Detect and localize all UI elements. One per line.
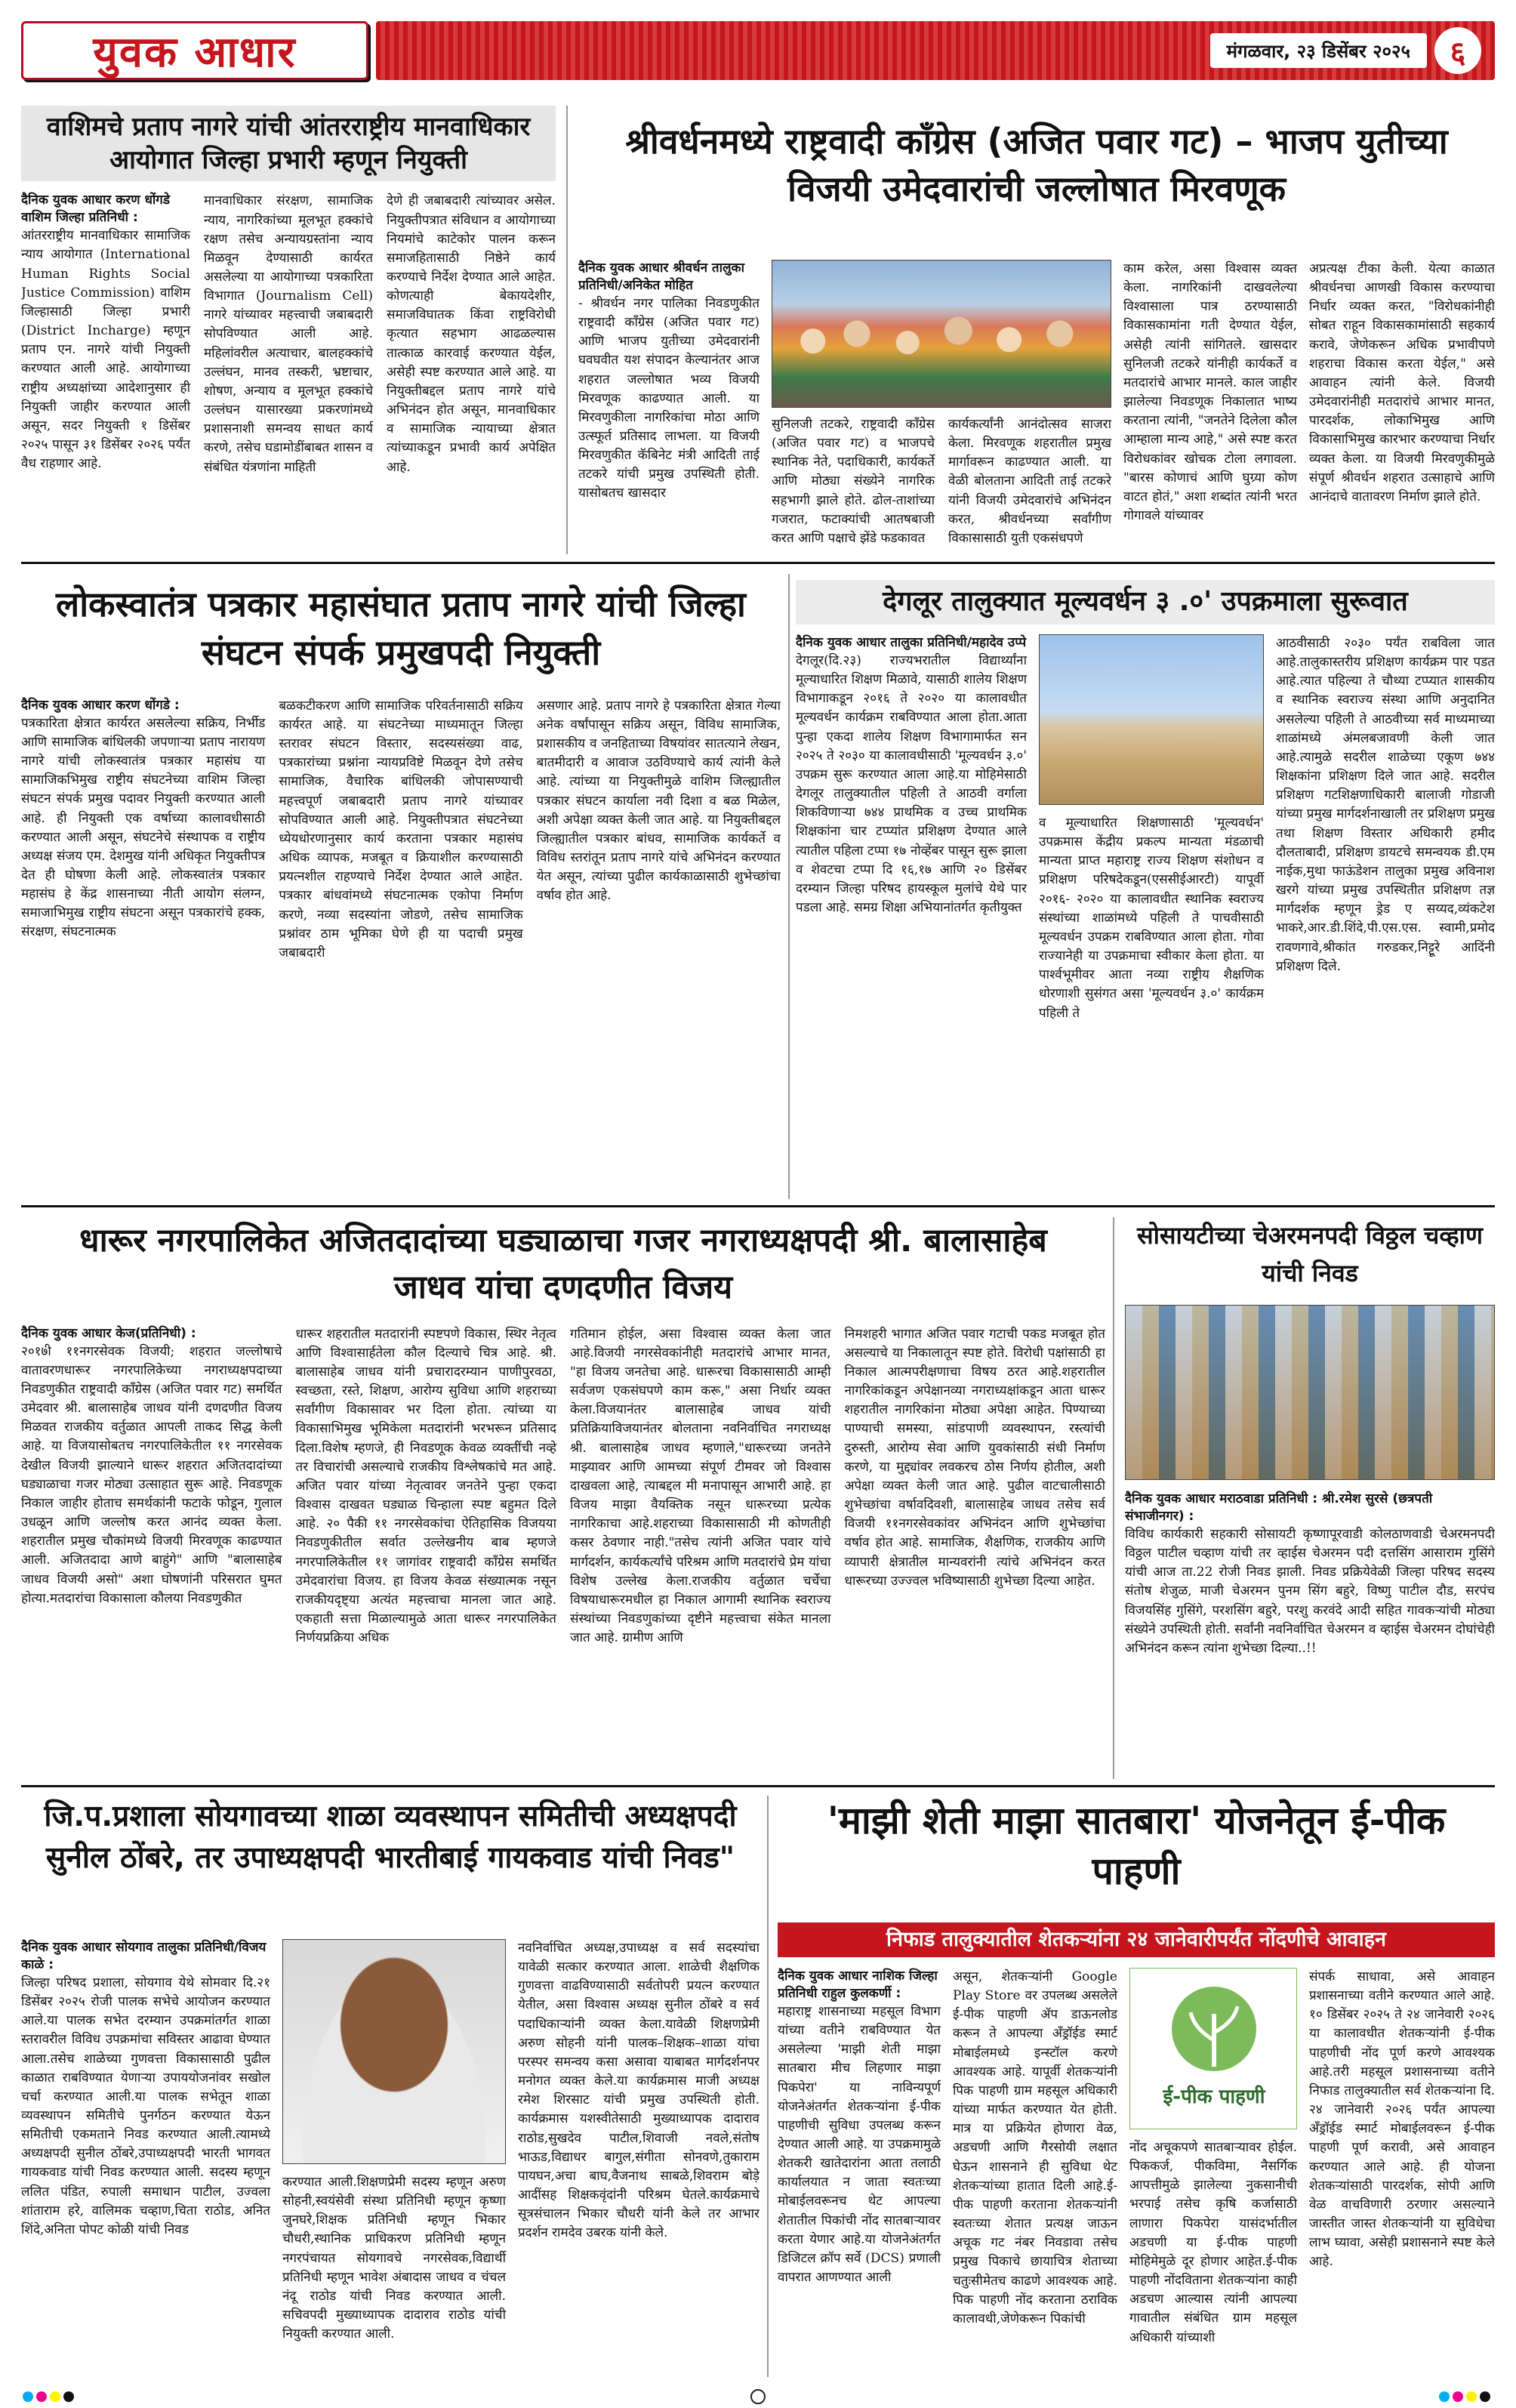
color-dots-left <box>23 2391 77 2405</box>
article-body: गतिमान होईल, असा विश्वास व्यक्त केला जात आहे.विजयी नगरसेवकांनीही मतदारांचे आभार मानत, "हा विजय जनतेचा आहे. धारूरचा विकासासाठी आम्ही सर्वजण एकसंघपणे काम करू," असा निर्धार व्यक्त केला.विजयानंतर बालासाहेब जाधव यांची प्रतिक्रियाविजयानंतर बोलताना नवनिर्वाचित नगराध्यक्ष श्री. बालासाहेब जाधव म्हणाले,"धारूरच्या जनतेने माझ्यावर आणि आमच्या संपूर्ण टीमवर जो विश्वास दाखवला आहे, त्याबद्दल मी मनापासून आभारी आहे. हा विजय माझा वैयक्तिक नसून धारूरच्या प्रत्येक नागरिकाचा आहे.शहराच्या विकासासाठी मी कोणतीही कसर ठेवणार नाही."तसेच त्यांनी अजित पवार यांचे मार्गदर्शन, कार्यकर्त्यांचे परिश्रम आणि मतदारांचे प्रेम यांचा विशेष उल्लेख केला.राजकीय वर्तुळात चर्चेचा विषयाधारूरमधील हा निकाल आगामी स्थानिक स्वराज्य संस्थांच्या निवडणुकांच्या दृष्टीने महत्त्वाचा संकेत मानला जात आहे. ग्रामीण आणि <box>570 1326 831 1646</box>
article-body: काम करेल, असा विश्वास व्यक्त केला. नागरिकांनी दाखवलेल्या विश्वासाला पात्र ठरण्यासाठी विकासकामांना गती देण्यात येईल, असेही त्यांनी सांगितले. खासदार सुनिलजी तटकरे यांनीही कार्यकर्ते व मतदारांचे आभार मानले. काल जाहीर झालेल्या निवडणूक निकालात भाष्य करताना त्यांनी, "जनतेने दिलेला कौल आम्हाला मान्य आहे," असे स्पष्ट करत विरोधकांवर खोचक टोला लगावला. "बारस कोणाचं आणि घुग्र्या कोण वाटत होतं," अशा शब्दांत त्यांनी भरत गोगावले यांच्यावर <box>1123 261 1297 524</box>
article-body: कार्यकर्त्यांनी आनंदोत्सव साजरा केला. मिरवणूक शहरातील प्रमुख मार्गावरून काढण्यात आली. या वेळी बोलताना आदिती ताई तटकरे यांनी विजयी उमेदवारांचे अभिनंदन करत, श्रीवर्धनच्या सर्वांगीण विकासासाठी युती एकसंधपणे <box>948 417 1111 546</box>
color-dots-right <box>1439 2391 1493 2405</box>
article-body: असून, शेतकऱ्यांनी Google Play Store वर उपलब्ध असलेले ई-पीक पाहणी ॲप डाऊनलोड करून ते आपल्या अँड्रॉईड स्मार्ट मोबाईलमध्ये इन्स्टॉल करणे आवश्यक आहे. यापूर्वी शेतकऱ्यांनी पिक पाहणी ग्राम महसूल अधिकारी यांच्या मार्फत करण्यात येत होती. मात्र या प्रक्रियेत होणारा वेळ, अडचणी आणि गैरसोयी लक्षात घेऊन शासनाने ही सुविधा थेट शेतकऱ्यांच्या हातात दिली आहे.ई-पीक पाहणी करताना शेतकऱ्यांनी स्वतःच्या शेतात प्रत्यक्ष जाऊन अचूक गट नंबर निवडावा तसेच प्रमुख पिकाचे छायाचित्र शेताच्या चतुःसीमेतच काढणे आवश्यक आहे. पिक पाहणी नोंद करताना ठराविक कालावधी,जेणेकरून पिकांची <box>953 1969 1117 2326</box>
article-body: संपर्क साधावा, असे आवाहन प्रशासनाच्या वतीने करण्यात आले आहे. १० डिसेंबर २०२५ ते २४ जानेवारी २०२६ या कालावधीत शेतकऱ्यांनी ई-पीक पाहणीची नोंद पूर्ण करणे आवश्यक आहे.तरी महसूल प्रशासनाच्या वतीने निफाड तालुक्यातील सर्व शेतकऱ्यांना दि. २४ जानेवारी २०२६ पर्यंत आपल्या अँड्रॉईड स्मार्ट मोबाईलवरून ई-पीक पाहणी पूर्ण करावी, असे आवाहन करण्यात आले आहे. ही योजना शेतकऱ्यांसाठी पारदर्शक, सोपी आणि वेळ वाचविणारी ठरणार असल्याने जास्तीत जास्त शेतकऱ्यांनी या सुविधेचा लाभ घ्यावा, असेही प्रशासनाने स्पष्ट केले आहे. <box>1309 1969 1495 2270</box>
article-body: नोंद अचूकपणे सातबाऱ्यावर होईल. पिककर्ज, पीकविमा, नैसर्गिक आपत्तीमुळे झालेल्या नुकसानीची भरपाई तसेच कृषि कर्जासाठी लाणारा पिकपेरा यासंदर्भातील अडचणी या ई-पीक पाहणी मोहिमेमुळे दूर होणार आहेत.ई-पीक पाहणी नोंदविताना शेतकऱ्यांना काही अडचण आल्यास त्यांनी आपल्या गावातील संबंधित ग्राम महसूल अधिकारी यांच्याशी <box>1129 2140 1297 2345</box>
page-number: ६ <box>1434 27 1481 74</box>
article-body: आंतरराष्ट्रीय मानवाधिकार सामाजिक न्याय आयोगात (International Human Rights Social Justice Commission) वाशिम जिल्हासाठी जिल्हा प्रभारी (District Incharge) म्हणून प्रताप एन. नागरे यांची नियुक्ती करण्यात आली आहे. आयोगाच्या राष्ट्रीय अध्यक्षांच्या आदेशानुसार ही नियुक्ती जाहीर करण्यात आली असून, सदर नियुक्ती १ डिसेंबर २०२५ पासून ३१ डिसेंबर २०२६ पर्यंत वैध राहणार आहे. <box>21 228 190 472</box>
section-divider <box>21 1785 1495 1787</box>
masthead <box>21 21 1495 80</box>
article-headline: देगलूर तालुक्यात मूल्यवर्धन ३ .०' उपक्रमाला सुरूवात <box>796 580 1495 624</box>
byline: दैनिक युवक आधार मराठवाडा प्रतिनिधी : श्री.रमेश सुरसे (छत्रपती संभाजीनगर) : <box>1125 1491 1433 1524</box>
newspaper-logo: युवक आधार <box>21 21 368 80</box>
article-body: धारूर शहरातील मतदारांनी स्पष्टपणे विकास, स्थिर नेतृत्व आणि विश्वासार्हतेला कौल दिल्याचे चित्र आहे. श्री. बालासाहेब जाधव यांनी प्रचारादरम्यान पाणीपुरवठा, स्वच्छता, रस्ते, शिक्षण, आरोग्य सुविधा आणि शहराच्या सर्वांगीण विकासावर भर दिला होता. त्यांच्या या विकासाभिमुख भूमिकेला मतदारांनी भरभरून प्रतिसाद दिला.विशेष म्हणजे, ही निवडणूक केवळ व्यक्तींची नव्हे तर विचारांची असल्याचे राजकीय विश्लेषकांचे मत आहे. अजित पवार यांच्या नेतृत्वावर जनतेने पुन्हा एकदा विश्वास दाखवत घड्याळ चिन्हाला स्पष्ट बहुमत दिले आहे. २० पैकी ११ नगरसेवकांचा ऐतिहासिक विजयया निवडणुकीतील सर्वात उल्लेखनीय बाब म्हणजे नगरपालिकेतील ११ जागांवर राष्ट्रवादी काँग्रेस समर्थित उमेदवारांचा विजय. हा विजय केवळ संख्यात्मक नसून राजकीयदृष्ट्या अत्यंत महत्त्वाचा मानला जात आहे. एकहाती सत्ता मिळाल्यामुळे आता धारूर नगरपालिकेत निर्णयप्रक्रिया अधिक <box>295 1326 556 1646</box>
byline: दैनिक युवक आधार करण धोंगडे वाशिम जिल्हा प्रतिनिधी : <box>21 193 170 226</box>
column-divider <box>1113 1217 1114 1779</box>
article-body: सुनिलजी तटकरे, राष्ट्रवादी काँग्रेस (अजित पवार गट) व भाजपचे स्थानिक नेते, पदाधिकारी, कार्यकर्ते आणि मोठ्या संख्येने नागरिक सहभागी झाले होते. ढोल-ताशांच्या गजरात, फटाक्यांची आतषबाजी करत आणि पक्षाचे झेंडे फडकावत <box>772 417 935 546</box>
training-photo <box>1039 634 1264 805</box>
rally-photo <box>772 260 1111 408</box>
article-body: देगलूर(दि.२३) राज्यभरातील विद्यार्थ्यांना मूल्याधारित शिक्षण मिळावे, यासाठी शालेय शिक्षण विभागाकडून २०१६ ते २०२० या कालावधीत मूल्यवर्धन कार्यक्रम राबविण्यात आला होता.आता पुन्हा एकदा शालेय शिक्षण विभागामार्फत सन २०२५ ते २०३० या कालावधीसाठी 'मूल्यवर्धन ३.०' उपक्रम सुरू करण्यात आला आहे.या मोहिमेसाठी देगलूर तालुक्यातील पहिली ते आठवी वर्गाला शिकविणाऱ्या ७४४ प्राथमिक व उच्च प्राथमिक शिक्षकांना चार टप्प्यांत प्रशिक्षण देण्यात आले त्यातील पहिला टप्पा १७ नोव्हेंबर पासून सुरू झाला व शेवटचा टप्पा दि १६,१७ आणि २० डिसेंबर दरम्यान जिल्हा परिषद हायस्कूल मुलांचे येथे पार पडला आहे. समग्र शिक्षा अभियानांतर्गत कृतीयुक्त <box>796 652 1027 915</box>
article-body: करण्यात आली.शिक्षणप्रेमी सदस्य म्हणून अरुण सोहनी,स्वयंसेवी संस्था प्रतिनिधी म्हणून कृष्णा जुनघरे,शिक्षक प्रतिनिधी म्हणून भिकार चौधरी,स्थानिक प्राधिकरण प्रतिनिधी म्हणून नगरपंचायत सोयगावचे नगरसेवक,विद्यार्थी प्रतिनिधी म्हणून भावेश अंबादास जाधव व चंचल नंदू राठोड यांची निवड करण्यात आली. सचिवपदी मुख्याध्यापक दादाराव राठोड यांची नियुक्ती करण्यात आली. <box>282 2175 506 2342</box>
article-headline: धारूर नगरपालिकेत अजितदादांच्या घड्याळाचा गजर नगराध्यक्षपदी श्री. बालासाहेब जाधव यांचा दणदणीत विजय <box>79 1222 1047 1307</box>
article-body: - श्रीवर्धन नगर पालिका निवडणुकीत राष्ट्रवादी काँग्रेस (अजित पवार गट) आणि भाजप युतीच्या उमेदवारांनी घवघवीत यश संपादन केल्यानंतर आज शहरात जल्लोषात भव्य विजयी मिरवणूक काढण्यात आली. या मिरवणुकीला नागरिकांचा मोठा आणि उत्स्फूर्त प्रतिसाद लाभला. या विजयी मिरवणुकीत कॅबिनेट मंत्री आदिती ताई तटकरे यांची प्रमुख उपस्थिती होती. यासोबतच खासदार <box>578 295 760 501</box>
article-headline: लोकस्वातंत्र पत्रकार महासंघात प्रताप नागरे यांची जिल्हा संघटन संपर्क प्रमुखपदी नियुक्ती <box>56 584 746 674</box>
article-body: आठवीसाठी २०३० पर्यंत राबविला जात आहे.तालुकास्तरीय प्रशिक्षण कार्यक्रम पार पडत आहे.त्यात पहिल्या ते चौथ्या टप्प्यात शासकीय व स्थानिक स्वराज्य संस्था आणि अनुदानित असलेल्या पहिली ते आठवीच्या सर्व माध्यमाच्या शाळांमध्ये अंमलबजावणी केली जात आहे.त्यामुळे सदरील शाळेच्या एकूण ७४४ शिक्षकांना प्रशिक्षण दिले जात आहे. सदरील प्रशिक्षण गटशिक्षणाधिकारी बालाजी गोडाजी यांच्या प्रमुख मार्गदर्शनाखाली तर प्रशिक्षण प्रमुख तथा शिक्षण विस्तार अधिकारी हमीद दौलताबादी, प्रशिक्षण डायटचे समन्वयक डी.एम नाईक,मुथा फाऊंडेशन तालुका प्रमुख अविनाश खरगे यांच्या प्रमुख उपस्थितीत प्रशिक्षण तज्ञ मार्गदर्शक म्हणून ड्रेड ए सय्यद,व्यंकटेश भाकरे,आर.डी.शिंदे,पी.एस.एस. स्वामी,प्रमोद रावणगावे,श्रीकांत गरुडकर,निट्टूरे आदिंनी प्रशिक्षण दिले. <box>1276 636 1495 974</box>
article-body: देणे ही जबाबदारी त्यांच्यावर असेल. नियुक्तीपत्रात संविधान व आयोगाच्या नियमांचे काटेकोर पालन करून समाजहितासाठी निष्ठेने कार्य करण्याचे निर्देश देण्यात आले आहेत. कोणत्याही बेकायदेशीर, समाजविघातक किंवा राष्ट्रविरोधी कृत्यात सहभाग आढळल्यास तात्काळ कारवाई करण्यात येईल, असेही स्पष्ट करण्यात आले आहे. या नियुक्तीबद्दल प्रताप नागरे यांचे अभिनंदन होत असून, मानवाधिकार व सामाजिक न्यायाच्या क्षेत्रात त्यांच्याकडून प्रभावी कार्य अपेक्षित आहे. <box>387 193 556 475</box>
logo-caption: ई-पीक पाहणी <box>1163 2086 1265 2108</box>
masthead-bar <box>376 21 1495 80</box>
article-body: असणार आहे. प्रताप नागरे हे पत्रकारिता क्षेत्रात गेल्या अनेक वर्षांपासून सक्रिय असून, विविध सामाजिक, प्रशासकीय व जनहिताच्या विषयांवर सातत्याने लेखन, बातमीदारी व आवाज उठविण्याचे कार्य त्यांनी केले आहे. त्यांच्या या नियुक्तीमुळे वाशिम जिल्ह्यातील पत्रकार संघटन कार्याला नवी दिशा व बळ मिळेल, अशी अपेक्षा व्यक्त केली जात आहे. या नियुक्तीबद्दल जिल्ह्यातील पत्रकार बांधव, सामाजिक कार्यकर्ते व विविध स्तरांतून प्रताप नागरे यांचे अभिनंदन करण्यात येत असून, त्यांच्या पुढील कार्यकाळासाठी शुभेच्छांचा वर्षाव होत आहे. <box>536 698 781 904</box>
byline: दैनिक युवक आधार केज(प्रतिनिधी) : <box>21 1325 196 1341</box>
article-journalist-federation <box>21 574 781 1199</box>
article-body: विविध कार्यकारी सहकारी सोसायटी कृष्णापूरवाडी कोलठाणवाडी चेअरमनपदी विठ्ठल पाटील चव्हाण यांची तर व्हाईस चेअरमन पदी दत्तसिंग आसाराम गुसिंगे यांची आज ता.22 रोजी निवड झाली. निवड प्रक्रियेवेळी जिल्हा परिषद सदस्य संतोष शेजुळ, माजी चेअरमन पुनम सिंग बहुरे, विष्णु पाटील दौड, सरपंच विजयसिंह गुसिंगे, परशसिंग बहुरे, परशु करवंदे आदी सहित गावकऱ्यांची मोठ्या संख्येने उपस्थिती होती. सर्वांनी नवनिर्वाचित चेअरमन व व्हाईस चेअरमन दोघांचेही अभिनंदन करून त्यांना शुभेच्छा दिल्या..!! <box>1125 1526 1495 1656</box>
article-headline: 'माझी शेती माझा सातबारा' योजनेतून ई-पीक पाहणी <box>827 1799 1446 1893</box>
article-headline: जि.प.प्रशाला सोयगावच्या शाळा व्यवस्थापन समितीची अध्यक्षपदी सुनील ठोंबरे, तर उपाध्यक्षपदी भारतीबाई गायकवाड यांची निवड" <box>44 1799 737 1876</box>
byline: दैनिक युवक आधार करण धोंगडे : <box>21 697 180 713</box>
portrait-photo <box>282 1939 506 2164</box>
article-body: निमशहरी भागात अजित पवार गटाची पकड मजबूत होत असल्याचे या निकालातून स्पष्ट होते. विरोधी पक्षांसाठी हा निकाल आत्मपरीक्षणाचा विषय ठरत आहे.शहरातील नागरिकांकडून अपेक्षानव्या नगराध्यक्षांकडून आता धारूर शहरातील नागरिकांना मोठ्या अपेक्षा आहेत. पिण्याच्या पाण्याची समस्या, सांडपाणी व्यवस्थापन, रस्त्यांची दुरुस्ती, आरोग्य सेवा आणि युवकांसाठी संधी निर्माण करणे, या मुद्द्यांवर लवकरच ठोस निर्णय होतील, अशी अपेक्षा व्यक्त केली जात आहे. पुढील वाटचालीसाठी शुभेच्छांचा वर्षावदिवशी, बालासाहेब जाधव तसेच सर्व विजयी ११नगरसेवकांवर अभिनंदन आणि शुभेच्छांचा वर्षाव होत आहे. सामाजिक, शैक्षणिक, राजकीय आणि व्यापारी क्षेत्रातील मान्यवरांनी त्यांचे अभिनंदन करत धारूरच्या उज्ज्वल भविष्यासाठी शुभेच्छा दिल्या आहेत. <box>844 1326 1105 1589</box>
society-group-photo <box>1125 1305 1495 1480</box>
article-society-chairman <box>1125 1217 1495 1779</box>
print-registration-marks <box>0 2383 1516 2408</box>
article-body: जिल्हा परिषद प्रशाला, सोयगाव येथे सोमवार दि.२१ डिसेंबर २०२५ रोजी पालक सभेचे आयोजन करण्यात आले.या पालक सभेत दरम्यान उपक्रमांतर्गत शाळा स्तरावरील विविध उपक्रमांचा सविस्तर आढावा घेण्यात आला.तसेच शाळेच्या गुणवत्ता विकासासाठी पुढील काळात राबविण्यात येणाऱ्या उपाययोजनांवर सखोल चर्चा करण्यात आली.या पालक सभेतून शाळा व्यवस्थापन समितीचे पुनर्गठन करण्यात येऊन समितीची एकमताने निवड करण्यात आली.त्यामध्ये अध्यक्षपदी सुनील ठोंबरे,उपाध्यक्षपदी भारती भागवत गायकवाड यांची निवड करण्यात आली. सदस्य म्हणून ललित पंडित, रुपाली समाधान पाटील, उज्वला शांताराम हरे, वालिमक चव्हाण,चिता राठोड, अनित शिंदे,अनिता पोपट कोळी यांची निवड <box>21 1975 270 2237</box>
subhead-banner: निफाड तालुक्यातील शेतकऱ्यांना २४ जानेवारीपर्यंत नोंदणीचे आवाहन <box>778 1922 1495 1957</box>
article-body: व मूल्याधारित शिक्षणासाठी 'मूल्यवर्धन' उपक्रमास केंद्रीय प्रकल्प मान्यता मंडळाची मान्यता प्राप्त महाराष्ट्र राज्य शिक्षण संशोधन व प्रशिक्षण परिषदेकडून(एससीईआरटी) यापूर्वी २०१६- २०२० या कालावधीत स्थानिक स्वराज्य संस्थांच्या शाळांमध्ये पहिली ते पाचवीसाठी मूल्यवर्धन उपक्रम राबविण्यात आला होता. गोवा राज्यानेही या उपक्रमाचा स्वीकार केला होता. या पार्श्वभूमीवर आता नव्या राष्ट्रीय शैक्षणिक धोरणाशी सुसंगत असा 'मूल्यवर्धन ३.०' कार्यक्रम पहिली ते <box>1039 816 1264 1021</box>
article-body: २०१७ी ११नगरसेवक विजयी; शहरात जल्लोषाचे वातावरणधारूर नगरपालिकेच्या नगराध्यक्षपदाच्या निवडणुकीत राष्ट्रवादी काँग्रेस (अजित पवार गट) समर्थित उमेदवार श्री. बालासाहेब जाधव यांनी दणदणीत विजय मिळवत राजकीय वर्तुळात आपली ताकद सिद्ध केली आहे. या विजयासोबतच नगरपालिकेतील ११ नगरसेवक देखील विजयी झाल्याने धारूर शहरात अजितदादांच्या घड्याळाचा गजर मोठ्या उत्साहात सुरू आहे. निवडणूक निकाल जाहीर होताच समर्थकांनी फटाके फोडून, गुलाल उधळून आणि जल्लोष करत आनंद व्यक्त केला. शहरातील प्रमुख चौकांमध्ये विजयी मिरवणूक काढण्यात आली. अजितदादा आणे बाहुंगे" आणि "बालासाहेब जाधव विजयी असो" अशा घोषणांनी परिसरात घुमत होत्या.मतदारांचा विकासाला कौलया निवडणुकीत <box>21 1343 282 1606</box>
article-body: बळकटीकरण आणि सामाजिक परिवर्तनासाठी सक्रिय कार्यरत आहे. या संघटनेच्या माध्यमातून जिल्हा स्तरावर संघटन विस्तार, सदस्यसंख्या वाढ, पत्रकारांच्या प्रश्नांना न्यायप्रविष्टे मिळवून देणे तसेच सामाजिक, वैचारिक बांधिलकी जोपासण्याची महत्त्वपूर्ण जबाबदारी प्रताप नागरे यांच्यावर सोपविण्यात आली आहे. नियुक्तीपत्रात संघटनेच्या ध्येयधोरणानुसार कार्य करताना पत्रकार महासंघ अधिक व्यापक, मजबूत व क्रियाशील करण्यासाठी प्रयत्नशील राहण्याचे निर्देश देण्यात आले आहेत. पत्रकार बांधवांमध्ये संघटनात्मक एकोपा निर्माण करणे, नव्या सदस्यांना जोडणे, तसेच सामाजिक प्रश्नांवर ठाम भूमिका घेणे ही या पदाची प्रमुख जबाबदारी <box>279 698 523 960</box>
article-body: मानवाधिकार संरक्षण, सामाजिक न्याय, नागरिकांच्या मूलभूत हक्कांचे रक्षण तसेच अन्यायग्रस्तांना न्याय मिळवून देण्यासाठी कार्यरत असलेल्या या आयोगाच्या पत्रकारिता विभागात (Journalism Cell) नागरे यांच्यावर महत्त्वाची जबाबदारी सोपविण्यात आली आहे. महिलांवरील अत्याचार, बालहक्कांचे उल्लंघन, मानव तस्करी, भ्रष्टाचार, शोषण, अन्याय व मूलभूत हक्कांचे उल्लंघन यासारख्या प्रकरणांमध्ये प्रशासनाशी समन्वय साधत कार्य करणे, तसेच घडामोडींबाबत शासन व संबंधित यंत्रणांना माहिती <box>204 193 373 475</box>
issue-date: मंगळवार, २३ डिसेंबर २०२५ <box>1210 33 1427 68</box>
registration-mark <box>750 2389 766 2404</box>
article-washim-appointment <box>21 106 556 554</box>
byline: दैनिक युवक आधार तालुका प्रतिनिधी/महादेव उप्पे <box>796 635 1027 650</box>
e-peek-logo <box>1129 1968 1297 2129</box>
byline: दैनिक युवक आधार सोयगाव तालुका प्रतिनिधी/विजय काळे : <box>21 1940 267 1972</box>
byline: दैनिक युवक आधार नाशिक जिल्हा प्रतिनिधी राहुल कुलकर्णी : <box>778 1969 938 2001</box>
article-headline: वाशिमचे प्रताप नागरे यांची आंतरराष्ट्रीय मानवाधिकार आयोगात जिल्हा प्रभारी म्हणून नियुक्ती <box>21 106 556 181</box>
article-body: नवनिर्वाचित अध्यक्ष,उपाध्यक्ष व सर्व सदस्यांचा यावेळी सत्कार करण्यात आला. शाळेची शैक्षणिक गुणवत्ता वाढविण्यासाठी सर्वतोपरी प्रयत्न करण्यात येतील, असा विश्वास अध्यक्ष सुनील ठोंबरे व सर्व पदाधिकाऱ्यांनी व्यक्त केला.यावेळी शिक्षणप्रेमी अरुण सोहनी यांनी पालक–शिक्षक–शाळा यांचा परस्पर समन्वय कसा असावा याबाबत मार्गदर्शनपर मनोगत व्यक्त केले.या कार्यक्रमास माजी अध्यक्ष रमेश शिरसाट यांची प्रमुख उपस्थिती होती. कार्यक्रमास यशस्वीतेसाठी मुख्याध्यापक दादाराव राठोड,सुखदेव पाटील,शिवाजी नवले,संतोष भाऊड,विद्याधर बागुल,संगीता सोनवणे,तुकाराम पायघन,अचा बाघ,वैजनाथ साबळे,शिवराम बोड़े आदींसह शिक्षकवृंदांनी परिश्रम घेतले.कार्यक्रमाचे सूत्रसंचालन भिकार चौधरी यांनी केले तर आभार प्रदर्शन रामदेव उबरक यांनी केले. <box>518 1941 760 2241</box>
article-body: अप्रत्यक्ष टीका केली. येत्या काळात श्रीवर्धनचा आणखी विकास करण्याचा निर्धार व्यक्त करत, "विरोधकांनीही सोबत राहून विकासकामांसाठी सहकार्य करावे, जेणेकरून अधिक प्रभावीपणे शहराचा विकास करता येईल," असे आवाहन त्यांनी केले. विजयी उमेदवारांनीही मतदारांचे आभार मानत, पारदर्शक, लोकाभिमुख आणि विकासाभिमुख कारभार करण्याचा निर्धार व्यक्त केला. या विजयी मिरवणुकीमुळे संपूर्ण श्रीवर्धन शहरात उत्साहाचे आणि आनंदाचे वातावरण निर्माण झाले होते. <box>1309 261 1495 504</box>
byline: दैनिक युवक आधार श्रीवर्धन तालुका प्रतिनिधी/अनिकेत मोहित <box>578 261 745 293</box>
article-shrivardhan-text <box>578 260 1495 554</box>
article-body: महाराष्ट्र शासनाच्या महसूल विभाग यांच्या वतीने राबविण्यात येत असलेल्या 'माझी शेती माझा सातबारा मीच लिहणार माझा पिकपेरा' या नाविन्यपूर्ण योजनेअंतर्गत शेतकऱ्यांना ई-पीक पाहणीची सुविधा उपलब्ध करून देण्यात आली आहे. या उपक्रमामुळे शेतकरी खातेदारांना आता तलाठी कार्यालयात न जाता स्वतःच्या मोबाईलवरूनच थेट आपल्या शेतातील पिकांची नोंद सातबाऱ्यावर करता येणार आहे.या योजनेअंतर्गत डिजिटल क्रॉप सर्वे (DCS) प्रणाली वापरात आणण्यात आली <box>778 2003 941 2286</box>
column-divider <box>788 574 790 1199</box>
article-soygaon-school <box>21 1796 760 2377</box>
article-deglur-values <box>796 580 1495 1199</box>
article-headline: श्रीवर्धनमध्ये राष्ट्रवादी काँग्रेस (अजित पवार गट) – भाजप युतीच्या विजयी उमेदवारांची जल्लोषात मिरवणूक <box>625 121 1448 210</box>
column-divider <box>767 1796 769 2377</box>
article-dharur-election <box>21 1217 1105 1779</box>
article-body: पत्रकारिता क्षेत्रात कार्यरत असलेल्या सक्रिय, निर्भीड आणि सामाजिक बांधिलकी जपणाऱ्या प्रताप नारायण नागरे यांची लोकस्वातंत्र पत्रकार महासंघ या सामाजिकभिमुख राष्ट्रीय संघटनेच्या वाशिम जिल्हा संघटन संपर्क प्रमुख पदावर नियुक्ती करण्यात आली आहे. ही नियुक्ती एक वर्षाच्या कालावधीसाठी करण्यात आली असून, संघटनेचे संस्थापक व राष्ट्रीय अध्यक्ष संजय एम. देशमुख यांनी अधिकृत नियुक्तीपत्र देत ही घोषणा केली आहे. लोकस्वातंत्र पत्रकार महासंघ हे केंद्र शासनाच्या नीती आयोग संलग्न, समाजाभिमुख राष्ट्रीय संघटना असून पत्रकारांचे हक्क, संरक्षण, संघटनात्मक <box>21 715 266 940</box>
column-divider <box>566 106 568 554</box>
section-divider <box>21 562 1495 564</box>
article-headline: सोसायटीच्या चेअरमनपदी विठ्ठल चव्हाण यांची निवड <box>1137 1221 1483 1287</box>
article-e-peek-text <box>778 1968 1495 2377</box>
section-divider <box>21 1205 1495 1207</box>
